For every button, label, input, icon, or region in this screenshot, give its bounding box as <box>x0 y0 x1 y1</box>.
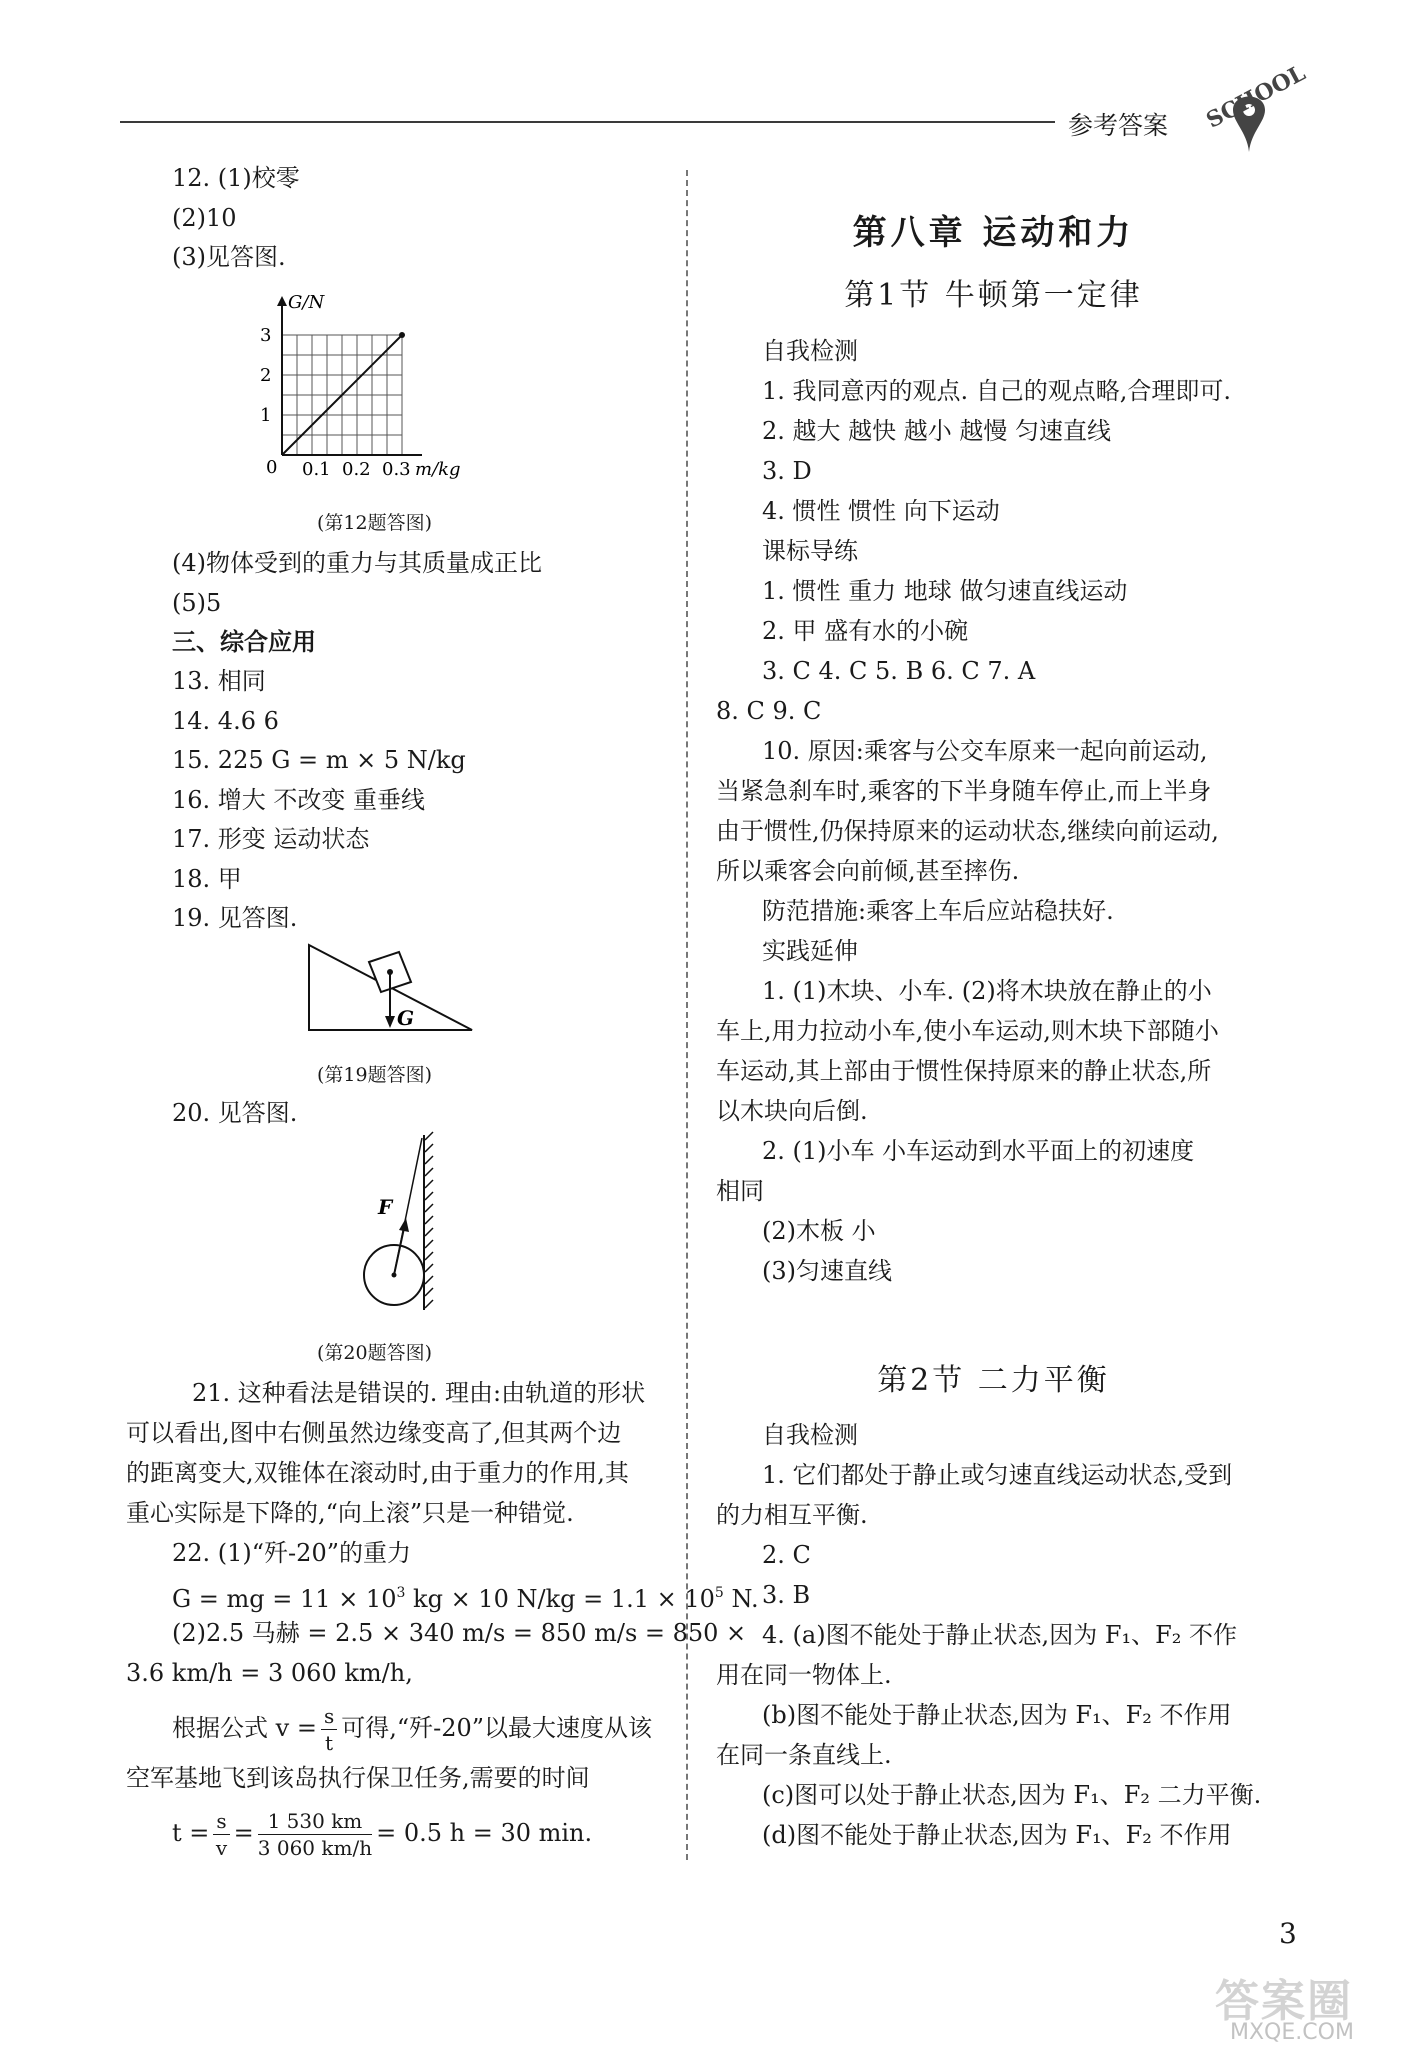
s2-q4b-line1: (b)图不能处于静止状态,因为 F₁、F₂ 不作用 <box>762 1701 1232 1729</box>
s2-q4c: (c)图可以处于静止状态,因为 F₁、F₂ 二力平衡. <box>762 1781 1262 1809</box>
s2-self-check-heading: 自我检测 <box>762 1421 858 1449</box>
q12-part4: (4)物体受到的重力与其质量成正比 <box>172 549 542 577</box>
q17: 17. 形变 运动状态 <box>172 825 370 853</box>
s1-p1-line2: 车上,用力拉动小车,使小车运动,则木块下部随小 <box>716 1017 1219 1045</box>
s1-p1-line1: 1. (1)木块、小车. (2)将木块放在静止的小 <box>762 977 1212 1005</box>
caption-19: (第19题答图) <box>317 1064 433 1086</box>
s1-g10-line1: 10. 原因:乘客与公交车原来一起向前运动, <box>762 737 1208 765</box>
s1-q1: 1. 我同意丙的观点. 自己的观点略,合理即可. <box>762 377 1232 405</box>
q22-line6: 空军基地飞到该岛执行保卫任务,需要的时间 <box>126 1764 590 1792</box>
s1-g10-line2: 当紧急刹车时,乘客的下半身随车停止,而上半身 <box>716 777 1212 805</box>
s1-p2-line3: (2)木板 小 <box>762 1217 876 1245</box>
s2-q3: 3. B <box>762 1581 811 1609</box>
gravity-label: G <box>397 1006 415 1030</box>
force-label: F <box>378 1195 393 1219</box>
watermark-url: MXQE.COM <box>1230 2020 1354 2045</box>
force-arrow <box>399 1218 409 1232</box>
s1-p1-line4: 以木块向后倒. <box>716 1097 868 1125</box>
school-logo <box>1195 59 1310 165</box>
fraction-s-over-v: $\frac{s}{v}$ <box>213 1808 229 1861</box>
y-axis-label: G/N <box>288 292 325 313</box>
q12-part5: (5)5 <box>172 589 222 617</box>
header-rule <box>120 121 1055 123</box>
s1-q2: 2. 越大 越快 越小 越慢 匀速直线 <box>762 417 1112 445</box>
gravity-arrow <box>385 1016 395 1028</box>
figure-19 <box>307 940 482 1035</box>
x-axis-label: m/kg <box>415 459 461 480</box>
s2-q1-line1: 1. 它们都处于静止或匀速直线运动状态,受到 <box>762 1461 1233 1489</box>
header-title: 参考答案 <box>1068 111 1169 140</box>
x-tick-1: 0.1 <box>302 459 331 480</box>
q18: 18. 甲 <box>172 865 242 893</box>
s1-q4: 4. 惯性 惯性 向下运动 <box>762 497 1000 525</box>
graph-point <box>399 332 405 338</box>
q21-line3: 的距离变大,双锥体在滚动时,由于重力的作用,其 <box>126 1459 629 1487</box>
q22-line2: G = mg = $11 \times 10^3$ kg × 10 $N/kg = 1.1 \times 10^5$ N. <box>172 1585 759 1613</box>
watermark-logo: 答案圈 <box>1215 1976 1353 2027</box>
graph-12 <box>260 290 512 485</box>
chapter-title: 第八章 运动和力 <box>852 213 1135 253</box>
s1-p1-line3: 车运动,其上部由于惯性保持原来的静止状态,所 <box>716 1057 1212 1085</box>
s1-guide-heading: 课标导练 <box>762 537 858 565</box>
s2-q4a-line1: 4. (a)图不能处于静止状态,因为 F₁、F₂ 不作 <box>762 1621 1237 1649</box>
s1-q3: 3. D <box>762 457 812 485</box>
s1-p2-line4: (3)匀速直线 <box>762 1257 892 1285</box>
q12-part2: (2)10 <box>172 204 237 232</box>
fraction-distance-over-speed: $\frac{1 530 km}{3 060 km/h}$ <box>257 1809 373 1860</box>
q19: 19. 见答图. <box>172 904 298 932</box>
caption-20: (第20题答图) <box>317 1342 433 1364</box>
origin-label: 0 <box>266 457 278 478</box>
s1-self-check-heading: 自我检测 <box>762 337 858 365</box>
page-number: 3 <box>1279 1917 1297 1950</box>
figure-20 <box>352 1130 462 1315</box>
q22-line4: 3.6 km/h = 3 060 km/h, <box>126 1659 413 1687</box>
s2-q4d: (d)图不能处于静止状态,因为 F₁、F₂ 不作用 <box>762 1821 1232 1849</box>
y-tick-1: 1 <box>260 405 272 426</box>
section-1-title: 第1节 牛顿第一定律 <box>844 278 1143 313</box>
s1-g1: 1. 惯性 重力 地球 做匀速直线运动 <box>762 577 1128 605</box>
q12-line: 12. (1)校零 <box>172 164 300 192</box>
q21-line4: 重心实际是下降的,“向上滚”只是一种错觉. <box>126 1499 574 1527</box>
q21-line1: 21. 这种看法是错误的. 理由:由轨道的形状 <box>192 1379 646 1407</box>
x-tick-2: 0.2 <box>342 459 371 480</box>
s2-q4a-line2: 用在同一物体上. <box>716 1661 892 1689</box>
q22-line5: 根据公式 v = $\frac{s}{t}$ 可得,“歼-20”以最大速度从该 <box>172 1704 653 1755</box>
q13: 13. 相同 <box>172 667 266 695</box>
q22-line7: t = $\frac{s}{v}$ = $\frac{1 530 km}{3 060 km/h}$ = 0.5 h = 30 min. <box>172 1809 593 1860</box>
logo-text: SCHOOL <box>1202 59 1310 134</box>
q14: 14. 4.6 6 <box>172 707 279 735</box>
caption-12: (第12题答图) <box>317 512 433 534</box>
s1-g2: 2. 甲 盛有水的小碗 <box>762 617 969 645</box>
s1-g10-line5: 防范措施:乘客上车后应站稳扶好. <box>762 897 1114 925</box>
y-tick-2: 2 <box>260 365 272 386</box>
s1-p2-line1: 2. (1)小车 小车运动到水平面上的初速度 <box>762 1137 1195 1165</box>
q22-line3: (2)2.5 马赫 = 2.5 × 340 m/s = 850 m/s = 850 × <box>172 1619 747 1647</box>
x-tick-3: 0.3 <box>382 459 411 480</box>
s1-p2-line2: 相同 <box>716 1177 764 1205</box>
q22-line1: 22. (1)“歼-20”的重力 <box>172 1539 411 1567</box>
q16: 16. 增大 不改变 重垂线 <box>172 786 426 814</box>
q21-line2: 可以看出,图中右侧虽然边缘变高了,但其两个边 <box>126 1419 622 1447</box>
s1-g8-9: 8. C 9. C <box>716 697 822 725</box>
s1-g3-7: 3. C 4. C 5. B 6. C 7. A <box>762 657 1036 685</box>
s2-q1-line2: 的力相互平衡. <box>716 1501 868 1529</box>
fraction-s-over-t: $\frac{s}{t}$ <box>321 1703 337 1756</box>
y-axis-arrow <box>277 296 287 306</box>
s1-g10-line3: 由于惯性,仍保持原来的运动状态,继续向前运动, <box>716 817 1219 845</box>
s1-g10-line4: 所以乘客会向前倾,甚至摔伤. <box>716 857 1020 885</box>
s2-q2: 2. C <box>762 1541 811 1569</box>
section-2-title: 第2节 二力平衡 <box>877 1363 1110 1398</box>
q15: 15. 225 G = m × 5 N/kg <box>172 746 466 774</box>
y-tick-3: 3 <box>260 325 272 346</box>
q12-part3: (3)见答图. <box>172 243 286 271</box>
section-3-title: 三、综合应用 <box>172 627 316 656</box>
q20: 20. 见答图. <box>172 1099 298 1127</box>
s2-q4b-line2: 在同一条直线上. <box>716 1741 892 1769</box>
s1-practice-heading: 实践延伸 <box>762 937 858 965</box>
